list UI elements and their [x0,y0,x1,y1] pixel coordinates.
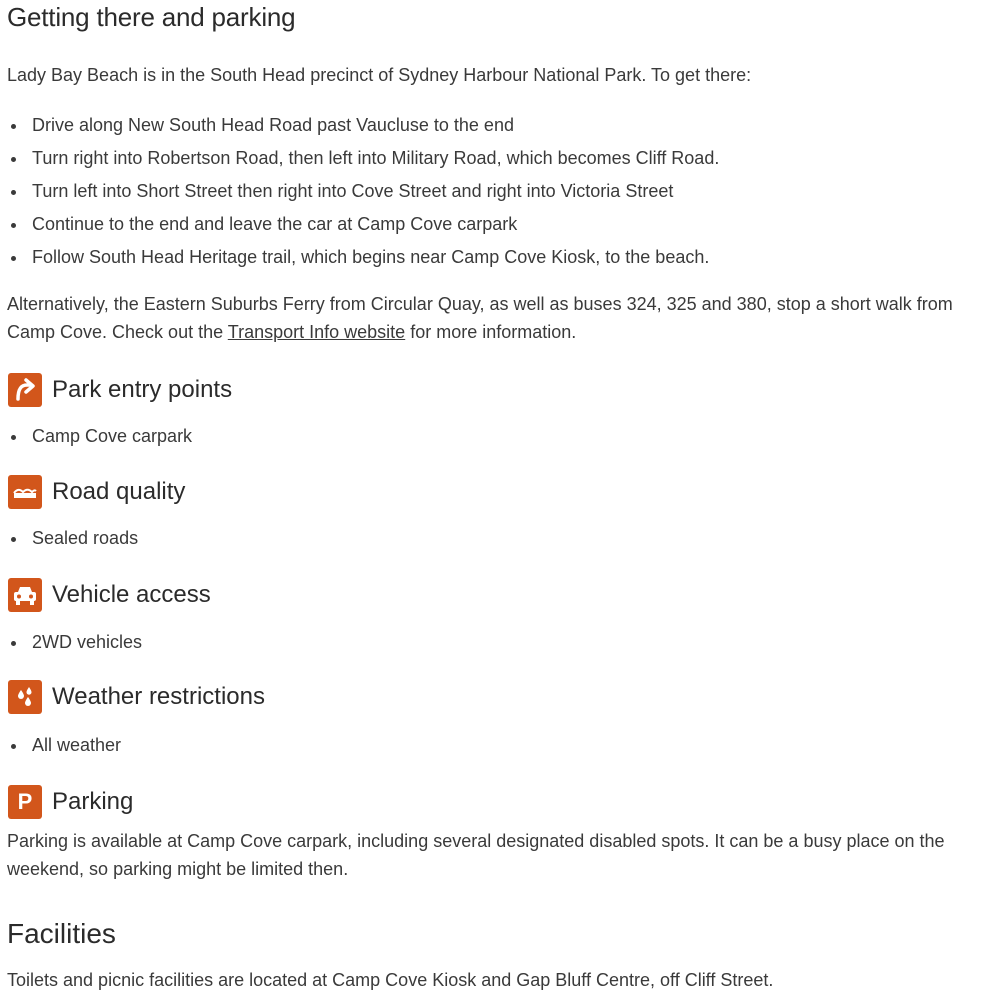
page-heading: Getting there and parking [7,2,296,32]
parking-icon-letter: P [17,789,33,814]
facilities-heading: Facilities [7,918,116,949]
section-title: Park entry points [52,376,233,403]
alternative-paragraph [7,290,972,346]
directions-list [8,109,719,274]
section-title: Road quality [52,478,186,505]
parking-icon [8,785,42,819]
weather-restrictions-list [8,729,121,762]
section-road-quality [8,474,185,510]
list-item: Drive along New South Head Road past Vaucluse to the end [8,109,719,142]
list-item: Turn right into Robertson Road, then left into Military Road, which becomes Cliff Road. [8,142,719,175]
section-vehicle-access [8,577,211,613]
list-item: All weather [8,729,121,762]
road-quality-list [8,522,138,555]
section-title: Parking [52,788,134,815]
alternative-text: Alternatively, the Eastern Suburbs Ferry from Circular Quay, as well as buses 324, 325 and 380, stop a short walk from Camp Cove. Check out the [7,294,953,342]
transport-info-link[interactable]: Transport Info website [227,322,406,342]
alternative-text-end: for more information. [405,322,577,342]
raindrops-icon [8,680,42,714]
list-item: 2WD vehicles [8,626,142,659]
road-icon [8,475,42,509]
section-weather-restrictions [8,679,265,715]
section-title: Vehicle access [52,581,211,608]
facilities-paragraph: Toilets and picnic facilities are located at Camp Cove Kiosk and Gap Bluff Centre, off Cliff Street. [7,970,774,990]
list-item: Continue to the end and leave the car at Camp Cove carpark [8,208,719,241]
section-entry-points [8,372,232,408]
entry-points-list [8,420,192,453]
list-item: Follow South Head Heritage trail, which begins near Camp Cove Kiosk, to the beach. [8,241,719,274]
vehicle-access-list [8,626,142,659]
list-item: Turn left into Short Street then right into Cove Street and right into Victoria Street [8,175,719,208]
car-icon [8,578,42,612]
turn-arrow-icon [8,373,42,407]
parking-paragraph: Parking is available at Camp Cove carpark, including several designated disabled spots. It can be a busy place on the weekend, so parking might be limited then. [7,831,945,879]
section-parking [8,784,133,820]
intro-paragraph: Lady Bay Beach is in the South Head precinct of Sydney Harbour National Park. To get there: [7,65,752,85]
section-title: Weather restrictions [52,683,265,710]
list-item: Camp Cove carpark [8,420,192,453]
list-item: Sealed roads [8,522,138,555]
